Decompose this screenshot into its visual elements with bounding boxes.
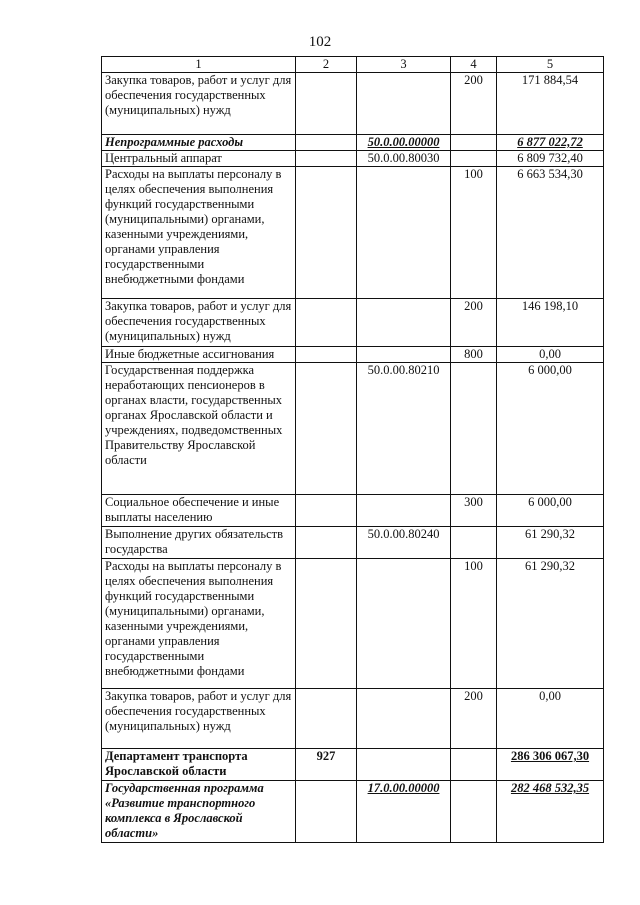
row-amount-text: 0,00: [539, 689, 561, 703]
row-expense-type: [451, 299, 497, 347]
row-expense-type: [451, 167, 497, 299]
table-header-row: [102, 57, 604, 73]
budget-table: [101, 56, 604, 843]
row-amount-text: 286 306 067,30: [510, 749, 590, 763]
row-amount-text: 61 290,32: [525, 527, 575, 541]
row-department-code: [296, 559, 357, 689]
row-amount-text: 61 290,32: [525, 559, 575, 573]
row-name: [102, 559, 296, 689]
row-department-code: [296, 73, 357, 135]
header-col-3: 3: [357, 57, 451, 73]
row-expense-type: [451, 781, 497, 843]
row-expense-type-text: 200: [464, 299, 483, 313]
table-row: [102, 299, 604, 347]
row-department-code: [296, 495, 357, 527]
table-row: [102, 135, 604, 151]
row-name-text: Государственная программа «Развитие транспортного комплекса в Ярославской области»: [105, 781, 264, 840]
row-department-code: [296, 527, 357, 559]
row-target-code: [357, 347, 451, 363]
row-expense-type: [451, 495, 497, 527]
row-department-code: [296, 347, 357, 363]
row-expense-type: [451, 73, 497, 135]
table-row: [102, 689, 604, 749]
row-name-text: Департамент транспорта Ярославской области: [105, 749, 248, 778]
row-amount: [497, 151, 604, 167]
table-row: [102, 347, 604, 363]
row-expense-type: [451, 749, 497, 781]
table-row: [102, 495, 604, 527]
row-name-text: Непрограммные расходы: [105, 135, 244, 149]
row-department-code: [296, 781, 357, 843]
row-target-code-text: 50.0.00.00000: [367, 135, 440, 149]
row-name-text: Выполнение других обязательств государства: [105, 527, 283, 556]
row-name-text: Расходы на выплаты персоналу в целях обеспечения выполнения функций государственными (муниципальными) органами, казенными учреждениями, органами управления государственными внебюджетными фондами: [105, 167, 282, 286]
table-row: [102, 527, 604, 559]
row-name: [102, 689, 296, 749]
row-target-code: [357, 363, 451, 495]
row-amount: [497, 135, 604, 151]
row-expense-type: [451, 527, 497, 559]
row-target-code-text: 50.0.00.80210: [367, 363, 440, 377]
row-amount-text: 6 663 534,30: [517, 167, 583, 181]
row-department-code: [296, 299, 357, 347]
row-target-code-text: 17.0.00.00000: [367, 781, 440, 795]
row-expense-type: [451, 347, 497, 363]
row-name-text: Расходы на выплаты персоналу в целях обеспечения выполнения функций государственными (муниципальными) органами, казенными учреждениями, органами управления государственными внебюджетными фондами: [105, 559, 282, 678]
row-target-code: [357, 167, 451, 299]
table-row: [102, 73, 604, 135]
row-name: [102, 527, 296, 559]
table-row: [102, 749, 604, 781]
row-target-code: [357, 135, 451, 151]
row-target-code: [357, 559, 451, 689]
row-amount: [497, 363, 604, 495]
row-name-text: Закупка товаров, работ и услуг для обеспечения государственных (муниципальных) нужд: [105, 299, 292, 343]
row-department-code: [296, 749, 357, 781]
row-name: [102, 151, 296, 167]
row-name: [102, 749, 296, 781]
row-expense-type: [451, 135, 497, 151]
row-target-code-text: 50.0.00.80030: [367, 151, 440, 165]
row-department-code: [296, 363, 357, 495]
row-department-code: [296, 167, 357, 299]
row-name: [102, 495, 296, 527]
row-department-code: [296, 689, 357, 749]
row-name: [102, 135, 296, 151]
header-col-4: 4: [451, 57, 497, 73]
row-amount: [497, 347, 604, 363]
row-name-text: Закупка товаров, работ и услуг для обеспечения государственных (муниципальных) нужд: [105, 689, 292, 733]
row-name: [102, 363, 296, 495]
row-amount-text: 6 877 022,72: [517, 135, 583, 149]
row-name-text: Социальное обеспечение и иные выплаты населению: [105, 495, 280, 524]
row-expense-type: [451, 151, 497, 167]
row-name-text: Иные бюджетные ассигнования: [105, 347, 275, 361]
row-expense-type-text: 800: [464, 347, 483, 361]
row-name: [102, 299, 296, 347]
header-col-2: 2: [296, 57, 357, 73]
row-amount: [497, 749, 604, 781]
row-amount: [497, 299, 604, 347]
table-row: [102, 363, 604, 495]
row-name: [102, 347, 296, 363]
row-target-code: [357, 299, 451, 347]
row-expense-type: [451, 559, 497, 689]
row-name: [102, 781, 296, 843]
row-department-code: [296, 135, 357, 151]
row-name-text: Центральный аппарат: [105, 151, 222, 165]
table-row: [102, 781, 604, 843]
page-number: 102: [308, 34, 332, 50]
row-amount: [497, 73, 604, 135]
row-amount: [497, 495, 604, 527]
table-row: [102, 151, 604, 167]
row-amount-text: 6 809 732,40: [517, 151, 583, 165]
row-amount: [497, 167, 604, 299]
row-name-text: Закупка товаров, работ и услуг для обеспечения государственных (муниципальных) нужд: [105, 73, 292, 117]
row-amount-text: 171 884,54: [521, 73, 579, 87]
row-name: [102, 73, 296, 135]
row-amount: [497, 781, 604, 843]
row-expense-type-text: 200: [464, 73, 483, 87]
row-amount-text: 282 468 532,35: [510, 781, 590, 795]
row-expense-type-text: 300: [464, 495, 483, 509]
row-expense-type-text: 200: [464, 689, 483, 703]
row-name-text: Государственная поддержка неработающих пенсионеров в органах власти, государственных органах Ярославской области и учреждениях, подведомственных Правительству Ярославской области: [105, 363, 283, 467]
row-expense-type-text: 100: [464, 559, 483, 573]
row-department-code-text: 927: [316, 749, 336, 763]
row-target-code: [357, 151, 451, 167]
row-amount: [497, 527, 604, 559]
row-amount-text: 146 198,10: [521, 299, 579, 313]
row-target-code-text: 50.0.00.80240: [367, 527, 440, 541]
row-target-code: [357, 527, 451, 559]
header-col-5: 5: [497, 57, 604, 73]
row-name: [102, 167, 296, 299]
row-expense-type-text: 100: [464, 167, 483, 181]
row-expense-type: [451, 689, 497, 749]
row-amount: [497, 559, 604, 689]
row-target-code: [357, 781, 451, 843]
row-amount-text: 6 000,00: [528, 363, 572, 377]
row-target-code: [357, 495, 451, 527]
row-expense-type: [451, 363, 497, 495]
row-department-code: [296, 151, 357, 167]
table-row: [102, 559, 604, 689]
row-amount-text: 6 000,00: [528, 495, 572, 509]
header-col-1: 1: [102, 57, 296, 73]
row-amount-text: 0,00: [539, 347, 561, 361]
row-target-code: [357, 749, 451, 781]
row-target-code: [357, 689, 451, 749]
row-amount: [497, 689, 604, 749]
row-target-code: [357, 73, 451, 135]
table-row: [102, 167, 604, 299]
